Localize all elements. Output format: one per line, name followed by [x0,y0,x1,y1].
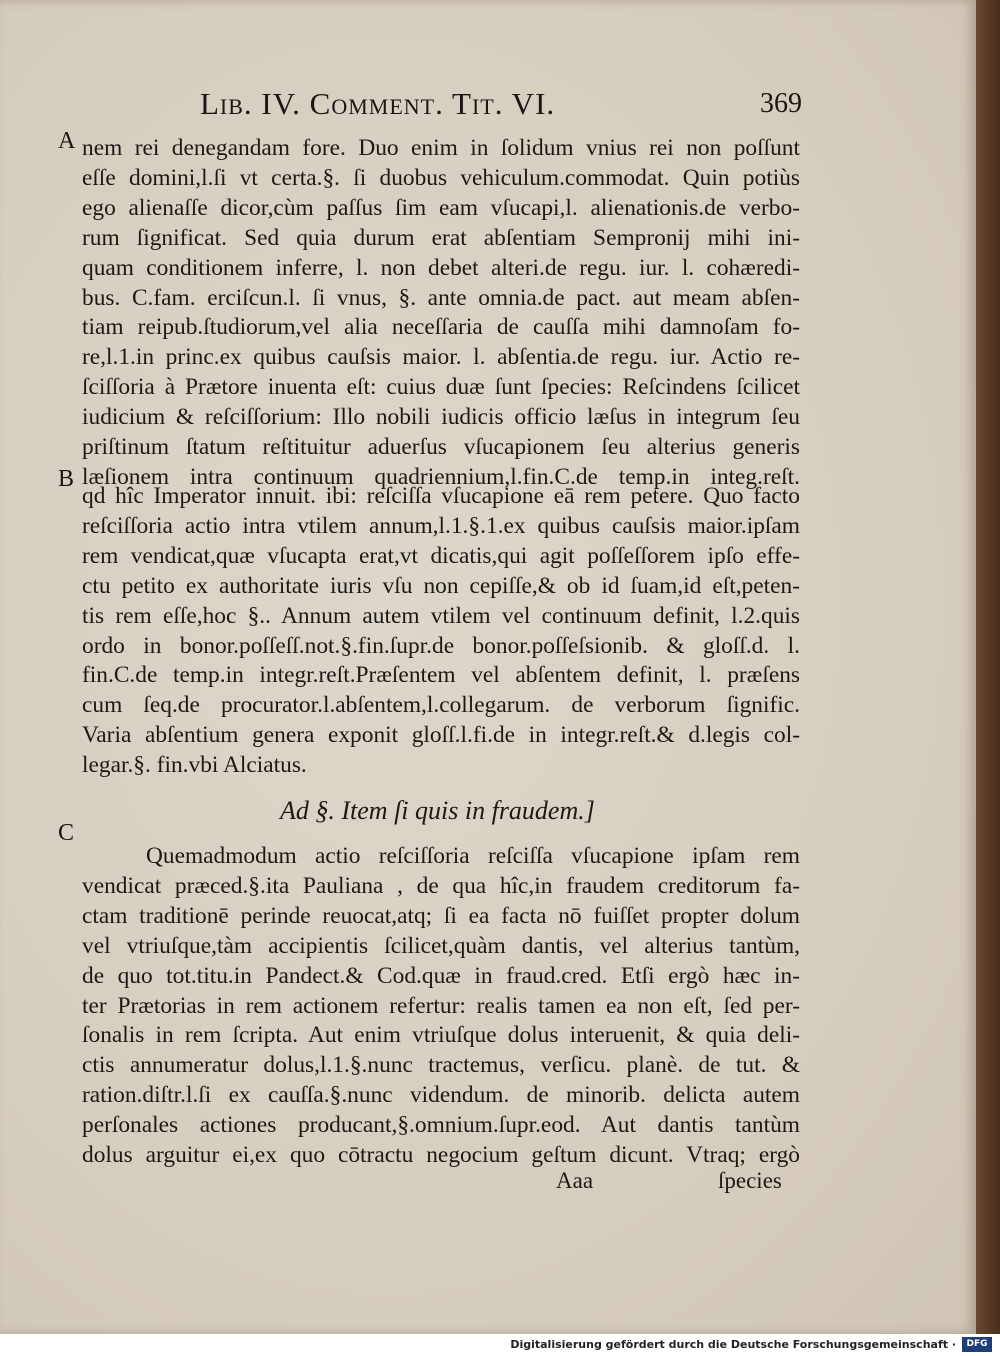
section-heading: Ad §. Item ſi quis in fraudem.] [280,796,595,825]
text-line: vendicat præced.§.ita Pauliana , de qua hîc,in fraudem creditorum fa- [82,872,800,899]
text-line: quam conditionem inferre, l. non debet alteri.de regu. iur. l. cohæredi- [82,254,800,281]
text-line: ter Prætorias in rem actionem refertur: realis tamen ea non eſt, ſed per- [82,992,800,1019]
text-block-two [82,482,800,781]
marginal-letter-a: A [58,128,76,154]
running-title: Lib. IV. Comment. Tit. VI. [200,86,556,121]
text-line: ration.diſtr.l.ſi ex cauſſa.§.nunc videndum. de minorib. delicta autem [82,1082,800,1109]
text-line: fin.C.de temp.in integr.reſt.Præſentem vel abſentem definit, l. præſens [82,662,800,689]
text-line: re,l.1.in princ.ex quibus cauſsis maior. l. abſentia.de regu. iur. Actio re- [82,344,800,371]
text-line: cum ſeq.de procurator.l.abſentem,l.collegarum. de verborum ſignific. [82,692,800,719]
book-edge [976,0,1000,1334]
text-line: Quemadmodum actio reſciſſoria reſciſſa vſucapione ipſam rem [146,843,800,869]
catchword: ſpecies [718,1168,782,1193]
text-line: perſonales actiones producant,§.omnium.ſupr.eod. Aut dantis tantùm [82,1112,800,1139]
text-line: tiam reipub.ſtudiorum,vel alia neceſſaria de cauſſa mihi damnoſam fo- [82,314,800,341]
text-line: ſonalis in rem ſcripta. Aut enim vtriuſque dolus interuenit, & quia deli- [82,1022,800,1049]
text-line: eſſe domini,l.ſi vt certa.§. ſi duobus vehiculum.commodat. Quin potiùs [82,164,800,191]
text-line: rum ſignificat. Sed quia durum erat abſentiam Sempronij mihi ini- [82,224,800,251]
text-line: ctam traditionē perinde reuocat,atq; ſi ea facta nō fuiſſet propter dolum [82,902,800,929]
marginal-letter-b: B [58,466,75,492]
text-line: rem vendicat,quæ vſucapta erat,vt dicatis,qui agit poſſeſſorem ipſo effe- [82,542,800,569]
text-block-three [82,842,800,1171]
text-line: ſciſſoria à Prætore inuenta eſt: cuius duæ ſunt ſpecies: Reſcindens ſcilicet [82,374,800,401]
text-line: de quo tot.titu.in Pandect.& Cod.quæ in fraud.cred. Etſi ergò hæc in- [82,962,800,989]
text-line: ctu petito ex authoritate iuris vſu non cepiſſe,& ob id ſuam,id eſt,peten- [82,572,800,599]
text-block-one [82,134,800,493]
text-line: iudicium & reſciſſorium: Illo nobili iudicis officio læſus in integrum ſeu [82,404,800,431]
dfg-logo-icon: DFG [962,1337,992,1352]
text-line: tis rem eſſe,hoc §.. Annum autem vtilem vel continuum definit, l.2.quis [82,602,800,629]
text-line: ego alienaſſe dicor,cùm paſſus ſim eam vſucapi,l. alienationis.de verbo- [82,194,800,221]
text-line: bus. C.fam. erciſcun.l. ſi vnus, §. ante omnia.de pact. aut meam abſen- [82,284,800,311]
text-line: legar.§. fin.vbi Alciatus. [82,752,307,779]
page-number: 369 [760,88,802,119]
marginal-letter-c: C [58,820,75,846]
digitization-footer [0,1334,1000,1356]
text-line: dolus arguitur ei,ex quo cōtractu negocium geſtum dicunt. Vtraq; ergò [82,1142,800,1169]
text-line: qd hîc Imperator innuit. ibi: reſciſſa vſucapione eā rem petere. Quo facto [82,483,800,509]
text-line: reſciſſoria actio intra vtilem annum,l.1.§.1.ex quibus cauſsis maior.ipſam [82,512,800,539]
text-line: ordo in bonor.poſſeſſ.not.§.fin.ſupr.de bonor.poſſeſsionib. & gloſſ.d. l. [82,632,800,659]
text-line: nem rei denegandam fore. Duo enim in ſolidum vnius rei non poſſunt [82,135,800,161]
footer-credit: Digitalisierung gefördert durch die Deutsche Forschungsgemeinschaft · [510,1338,956,1351]
text-line: ctis annumeratur dolus,l.1.§.nunc tractemus, verſicu. planè. de tut. & [82,1052,800,1079]
text-line: priſtinum ſtatum reſtituitur aduerſus vſucapionem ſeu alterius generis [82,434,800,461]
text-line: vel vtriuſque,tàm accipientis ſcilicet,quàm dantis, vel alterius tantùm, [82,932,800,959]
text-line: Varia abſentium genera exponit gloſſ.l.fi.de in integr.reſt.& d.legis col- [82,722,800,749]
text-line: læſionem intra continuum quadriennium,l.fin.C.de temp.in integ.reſt. [82,463,800,490]
signature-mark: Aaa [556,1168,594,1193]
